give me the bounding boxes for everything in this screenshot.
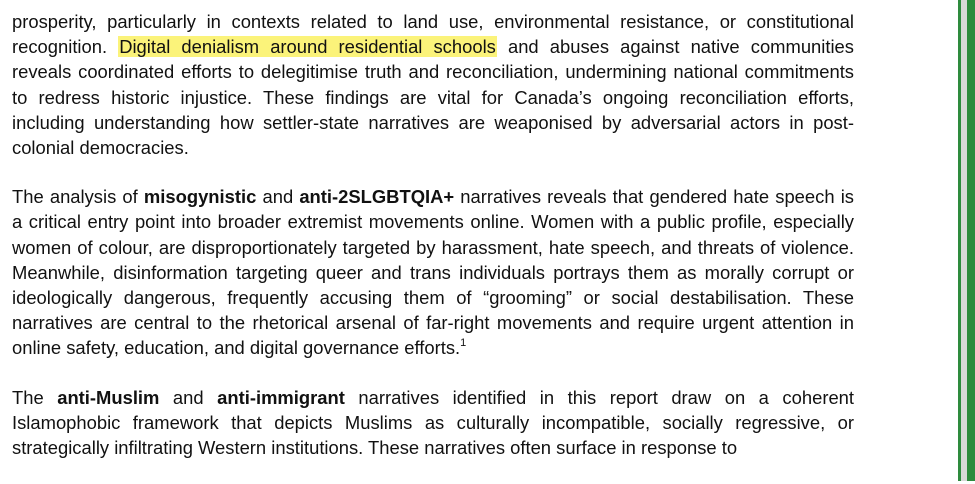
bold-term-anti-immigrant: anti-immigrant [217, 386, 345, 408]
text-run: prosperity, particularly in contexts related to land use, environmental resistance, or constitutional recognition. [12, 11, 854, 58]
document-body [12, 9, 854, 484]
text-run: The [12, 386, 58, 408]
bold-term-anti-muslim: anti-Muslim [57, 386, 160, 408]
text-run: narratives reveals that gendered hate speech is a critical entry point into broader extremist movements online. Women with a public profile, especially women of colour, are disproportionately targeted by harassment, hate speech, and threats of violence. Meanwhile, disinformation targeting queer and trans individuals portrays them as morally corrupt or ideologically dangerous, frequently accusing them of “grooming” or social destabilisation. These narratives are central to the rhetorical arsenal of far-right movements and require urgent attention in online safety, education, and digital governance efforts. [12, 186, 854, 359]
paragraph-anti-muslim [12, 385, 854, 461]
text-run: and [159, 386, 218, 408]
paragraph-reconciliation [12, 9, 854, 160]
highlighted-text[interactable]: Digital denialism around residential schools [119, 36, 496, 58]
text-run: and [256, 186, 300, 208]
text-run: and abuses against native communities reveals coordinated efforts to delegitimise truth and reconciliation, undermining national commitments to redress historic injustice. These findings are vital for Canada’s ongoing reconciliation efforts, including understanding how settler-state narratives are weaponised by adversarial actors in post-colonial democracies. [12, 36, 854, 159]
footnote-reference[interactable]: 1 [460, 337, 467, 350]
page-edge-scroll-track[interactable] [961, 0, 967, 481]
page-edge-bar [958, 0, 975, 481]
text-run: narratives identified in this report draw on a coherent Islamophobic framework that depicts Muslims as culturally incompatible, socially regressive, or strategically infiltrating Western institutions. These narratives often surface in response to [12, 386, 855, 459]
bold-term-anti-2slgbtqia: anti-2SLGBTQIA+ [299, 186, 455, 208]
paragraph-gendered-hate [12, 184, 854, 360]
bold-term-misogynistic: misogynistic [143, 186, 257, 208]
text-run: The analysis of [12, 186, 144, 208]
